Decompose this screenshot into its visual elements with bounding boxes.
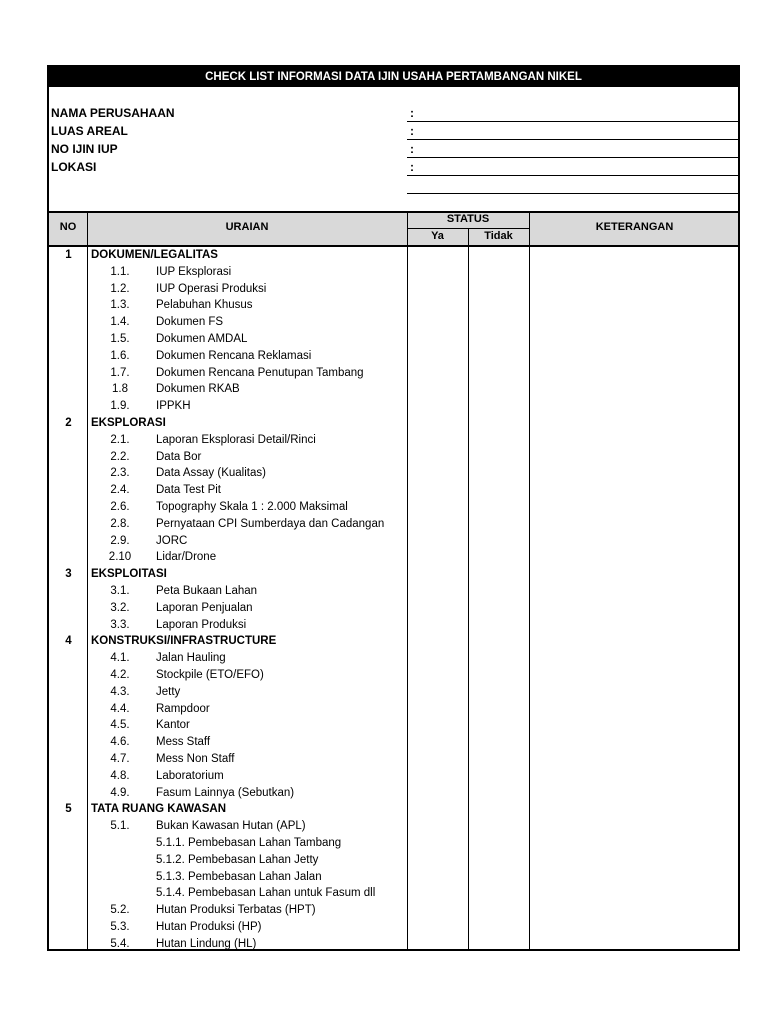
item-number: 4.3. bbox=[110, 685, 130, 698]
section-number: 4 bbox=[65, 635, 72, 648]
table-row bbox=[49, 499, 738, 516]
item-label: Peta Bukaan Lahan bbox=[156, 585, 258, 597]
item-label: Topography Skala 1 : 2.000 Maksimal bbox=[156, 501, 348, 513]
item-number: 2.9. bbox=[110, 534, 130, 547]
item-number: 4.6. bbox=[110, 736, 130, 749]
location-field[interactable] bbox=[407, 175, 740, 176]
iup-number-field[interactable] bbox=[407, 157, 740, 158]
header-ya: Ya bbox=[431, 230, 444, 242]
item-label: Lidar/Drone bbox=[156, 551, 217, 564]
item-label: Dokumen Rencana Reklamasi bbox=[156, 349, 312, 362]
section-row bbox=[49, 801, 738, 818]
item-number: 3.3. bbox=[110, 618, 130, 631]
item-label: Hutan Lindung (HL) bbox=[156, 937, 257, 950]
table-row bbox=[49, 516, 738, 533]
item-number: 4.4. bbox=[110, 702, 130, 715]
section-number: 1 bbox=[65, 249, 72, 261]
item-label: Dokumen Rencana Penutupan Tambang bbox=[156, 366, 364, 379]
table-row bbox=[49, 650, 738, 667]
item-label: Jetty bbox=[156, 685, 181, 698]
company-name-colon: : bbox=[410, 106, 414, 120]
item-label: 5.1.3. Pembebasan Lahan Jalan bbox=[156, 870, 322, 883]
table-row bbox=[49, 617, 738, 634]
table-row bbox=[49, 919, 738, 936]
area-field[interactable] bbox=[407, 139, 740, 140]
item-number: 4.8. bbox=[110, 769, 130, 782]
header-tidak: Tidak bbox=[484, 230, 513, 242]
area-colon: : bbox=[410, 124, 414, 138]
table-row bbox=[49, 717, 738, 734]
table-row bbox=[49, 465, 738, 482]
item-label: Data Test Pit bbox=[156, 484, 221, 497]
section-title: DOKUMEN/LEGALITAS bbox=[91, 249, 218, 261]
table-row bbox=[49, 768, 738, 785]
item-label: Mess Staff bbox=[156, 736, 211, 749]
table-row bbox=[49, 600, 738, 617]
item-label: Fasum Lainnya (Sebutkan) bbox=[156, 786, 295, 799]
table-row bbox=[49, 734, 738, 751]
section-number: 3 bbox=[65, 568, 72, 581]
item-number: 1.7. bbox=[110, 366, 130, 379]
table-top-border bbox=[49, 211, 738, 213]
item-number: 1.3. bbox=[110, 299, 130, 312]
company-name-label: NAMA PERUSAHAAN bbox=[51, 106, 175, 120]
item-label: Stockpile (ETO/EFO) bbox=[156, 669, 264, 681]
item-number: 1.8 bbox=[112, 383, 128, 396]
table-row bbox=[49, 381, 738, 398]
item-number: 2.2. bbox=[110, 450, 130, 463]
item-number: 1.6. bbox=[110, 349, 130, 362]
item-label: IPPKH bbox=[156, 400, 191, 413]
item-number: 5.2. bbox=[110, 904, 130, 917]
table-row bbox=[49, 701, 738, 718]
item-label: 5.1.2. Pembebasan Lahan Jetty bbox=[156, 853, 319, 866]
item-label: Laporan Eksplorasi Detail/Rinci bbox=[156, 433, 316, 446]
item-number: 3.1. bbox=[110, 585, 130, 597]
item-number: 5.4. bbox=[110, 937, 130, 950]
item-label: Laporan Penjualan bbox=[156, 601, 253, 614]
item-label: Data Assay (Kualitas) bbox=[156, 467, 266, 480]
table-row bbox=[49, 348, 738, 365]
section-number: 5 bbox=[65, 803, 72, 816]
item-number: 4.5. bbox=[110, 719, 130, 732]
section-row bbox=[49, 247, 738, 264]
table-row bbox=[49, 785, 738, 802]
location-label: LOKASI bbox=[51, 160, 97, 174]
item-label: Data Bor bbox=[156, 450, 202, 463]
table-row bbox=[49, 365, 738, 382]
item-number: 2.8. bbox=[110, 517, 130, 530]
table-row bbox=[49, 331, 738, 348]
location-colon: : bbox=[410, 160, 414, 174]
item-number: 2.6. bbox=[110, 501, 130, 513]
table-row bbox=[49, 684, 738, 701]
item-label: 5.1.1. Pembebasan Lahan Tambang bbox=[156, 837, 342, 849]
item-label: Mess Non Staff bbox=[156, 753, 235, 765]
section-number: 2 bbox=[65, 417, 72, 429]
document-title: CHECK LIST INFORMASI DATA IJIN USAHA PERTAMBANGAN NIKEL bbox=[49, 67, 738, 87]
item-label: Pelabuhan Khusus bbox=[156, 299, 253, 312]
table-row bbox=[49, 533, 738, 550]
table-row bbox=[49, 583, 738, 600]
item-label: Dokumen AMDAL bbox=[156, 333, 248, 345]
table-row bbox=[49, 482, 738, 499]
item-label: 5.1.4. Pembebasan Lahan untuk Fasum dll bbox=[156, 887, 376, 900]
item-number: 1.1. bbox=[110, 265, 130, 278]
location-field-line-2[interactable] bbox=[407, 193, 740, 194]
section-row bbox=[49, 415, 738, 432]
item-label: Pernyataan CPI Sumberdaya dan Cadangan bbox=[156, 517, 385, 530]
header-no: NO bbox=[59, 221, 77, 233]
table-row bbox=[49, 902, 738, 919]
item-label: JORC bbox=[156, 534, 188, 547]
item-number: 2.10 bbox=[108, 551, 132, 564]
header-status: STATUS bbox=[446, 213, 490, 225]
section-title: EKSPLORASI bbox=[91, 417, 166, 429]
item-number: 4.7. bbox=[110, 753, 130, 765]
item-label: Laporan Produksi bbox=[156, 618, 247, 631]
table-row bbox=[49, 936, 738, 953]
item-number: 5.1. bbox=[110, 820, 130, 833]
item-label: IUP Eksplorasi bbox=[156, 265, 232, 278]
item-number: 1.9. bbox=[110, 400, 130, 413]
table-row bbox=[49, 398, 738, 415]
item-label: Kantor bbox=[156, 719, 190, 732]
item-number: 1.4. bbox=[110, 316, 130, 329]
item-label: Bukan Kawasan Hutan (APL) bbox=[156, 820, 306, 833]
iup-number-colon: : bbox=[410, 142, 414, 156]
company-name-field[interactable] bbox=[407, 121, 740, 122]
area-label: LUAS AREAL bbox=[51, 124, 128, 138]
item-label: Jalan Hauling bbox=[156, 652, 226, 665]
table-row bbox=[49, 449, 738, 466]
header-keterangan: KETERANGAN bbox=[595, 221, 674, 233]
section-title: TATA RUANG KAWASAN bbox=[91, 803, 227, 816]
item-label: Dokumen FS bbox=[156, 316, 224, 329]
table-row bbox=[49, 835, 738, 852]
item-number: 3.2. bbox=[110, 601, 130, 614]
table-row bbox=[49, 885, 738, 902]
table-row bbox=[49, 869, 738, 886]
section-row bbox=[49, 566, 738, 583]
table-row bbox=[49, 751, 738, 768]
table-row bbox=[49, 281, 738, 298]
item-label: Hutan Produksi Terbatas (HPT) bbox=[156, 904, 316, 917]
table-row bbox=[49, 852, 738, 869]
item-number: 4.1. bbox=[110, 652, 130, 665]
table-row bbox=[49, 264, 738, 281]
table-row bbox=[49, 549, 738, 566]
table-row bbox=[49, 432, 738, 449]
item-number: 5.3. bbox=[110, 921, 130, 933]
table-row bbox=[49, 314, 738, 331]
checklist-sheet bbox=[47, 65, 740, 951]
item-label: Hutan Produksi (HP) bbox=[156, 921, 262, 933]
item-label: Laboratorium bbox=[156, 769, 224, 782]
iup-number-label: NO IJIN IUP bbox=[51, 142, 118, 156]
item-label: IUP Operasi Produksi bbox=[156, 282, 267, 295]
item-label: Dokumen RKAB bbox=[156, 383, 240, 396]
item-number: 2.1. bbox=[110, 433, 130, 446]
item-number: 1.2. bbox=[110, 282, 130, 295]
table-row bbox=[49, 297, 738, 314]
table-row bbox=[49, 667, 738, 684]
item-number: 4.9. bbox=[110, 786, 130, 799]
table-row bbox=[49, 818, 738, 835]
section-row bbox=[49, 633, 738, 650]
header-uraian: URAIAN bbox=[225, 221, 269, 233]
item-number: 4.2. bbox=[110, 669, 130, 681]
item-label: Rampdoor bbox=[156, 702, 210, 715]
section-title: KONSTRUKSI/INFRASTRUCTURE bbox=[91, 635, 277, 648]
item-number: 1.5. bbox=[110, 333, 130, 345]
item-number: 2.3. bbox=[110, 467, 130, 480]
item-number: 2.4. bbox=[110, 484, 130, 497]
section-title: EKSPLOITASI bbox=[91, 568, 167, 581]
